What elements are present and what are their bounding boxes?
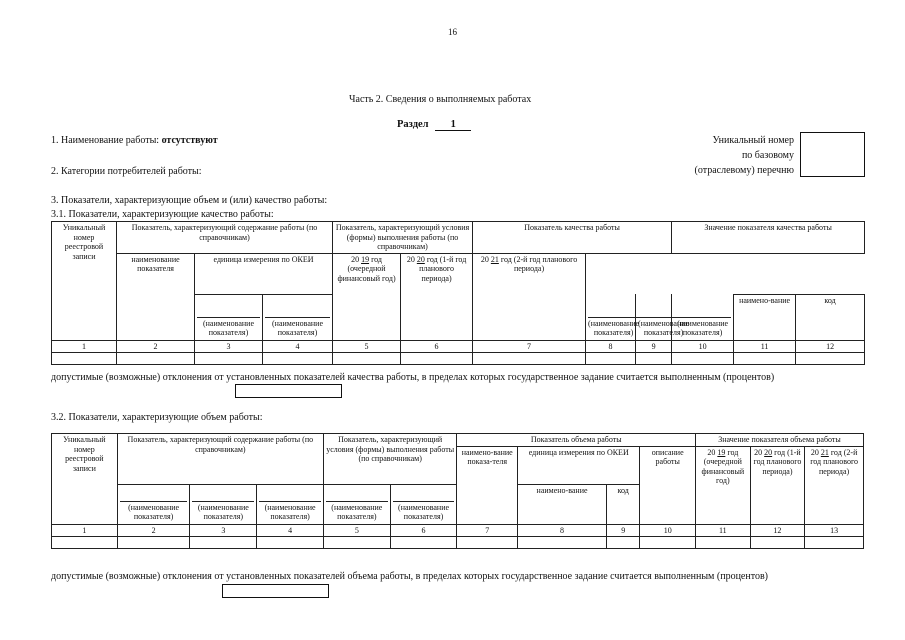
volume-header-year2: 20 20 год (1-й год планового периода)	[750, 446, 805, 524]
quality-header-indicator: Показатель качества работы	[473, 222, 672, 254]
volume-col-num: 2	[117, 524, 190, 537]
unique-number-box[interactable]	[800, 132, 865, 177]
volume-header-unit-name: наимено-вание	[518, 484, 607, 524]
quality-col-num: 8	[586, 340, 636, 353]
work-name-line	[51, 135, 218, 146]
quality-empty-row[interactable]	[52, 353, 865, 365]
volume-header-year1: 20 19 год (очередной финансовый год)	[696, 446, 751, 524]
consumer-categories-label: 2. Категории потребителей работы:	[51, 166, 202, 177]
volume-col-num: 6	[390, 524, 457, 537]
quality-table	[51, 221, 865, 365]
quality-sub-2: (наименование показателя)	[263, 294, 333, 340]
volume-col-num: 4	[257, 524, 324, 537]
unique-number-label	[594, 133, 794, 178]
volume-col-num: 11	[696, 524, 751, 537]
page-number: 16	[448, 27, 457, 37]
volume-col-num: 3	[190, 524, 257, 537]
volume-title: 3.2. Показатели, характеризующие объем работы:	[51, 412, 263, 423]
volume-sub-3: (наименование показателя)	[257, 484, 324, 524]
volume-col-num: 12	[750, 524, 805, 537]
volume-header-indicator: Показатель объема работы	[457, 434, 696, 447]
quality-header-code: код	[796, 294, 865, 340]
quality-deviation-input[interactable]	[235, 384, 342, 398]
quality-sub-1: (наименование показателя)	[195, 294, 263, 340]
indicators-title: 3. Показатели, характеризующие объем и (или) качество работы:	[51, 195, 328, 206]
quality-header-unit: единица измерения по ОКЕИ	[195, 253, 333, 294]
quality-col-num: 12	[796, 340, 865, 353]
unique-number-line3: (отраслевому) перечню	[694, 165, 794, 176]
work-name-label: 1. Наименование работы:	[51, 135, 160, 146]
quality-col-num: 5	[333, 340, 401, 353]
quality-deviation-text: допустимые (возможные) отклонения от установленных показателей качества работы, в пределах которых государственное задание считается выполненным (процентов)	[51, 372, 775, 383]
quality-header-content: Показатель, характеризующий содержание работы (по справочникам)	[117, 222, 333, 254]
quality-header-conditions: Показатель, характеризующий условия (формы) выполнения работы (по справочникам)	[333, 222, 473, 254]
volume-header-conditions: Показатель, характеризующий условия (формы) выполнения работы (по справочникам)	[323, 434, 456, 485]
volume-deviation-text: допустимые (возможные) отклонения от установленных показателей объема работы, в пределах которых государственное задание считается выполненным (процентов)	[51, 571, 768, 582]
unique-number-line2: по базовому	[741, 150, 794, 161]
quality-col-num: 11	[734, 340, 796, 353]
quality-sub-5: (наименование показателя)	[672, 294, 734, 340]
quality-col-num: 6	[401, 340, 473, 353]
volume-header-year3: 20 21 год (2-й год планового периода)	[805, 446, 864, 524]
volume-sub-1: (наименование показателя)	[117, 484, 190, 524]
volume-header-code: код	[607, 484, 640, 524]
quality-header-year1: 20 19 год (очередной финансовый год)	[333, 253, 401, 340]
volume-header-unit: единица измерения по ОКЕИ	[518, 446, 640, 484]
volume-header-indicator-name: наимено-вание показа-теля	[457, 446, 518, 524]
volume-header-content: Показатель, характеризующий содержание работы (по справочникам)	[117, 434, 323, 485]
quality-col-num: 3	[195, 340, 263, 353]
work-name-value: отсутствуют	[161, 135, 218, 146]
quality-header-values: Значение показателя качества работы	[672, 222, 865, 254]
part-title: Часть 2. Сведения о выполняемых работах	[349, 94, 532, 105]
volume-header-values: Значение показателя объема работы	[696, 434, 864, 447]
volume-header-description: описание работы	[640, 446, 696, 524]
volume-col-num: 1	[52, 524, 118, 537]
section-heading	[397, 119, 471, 131]
volume-sub-5: (наименование показателя)	[390, 484, 457, 524]
volume-sub-2: (наименование показателя)	[190, 484, 257, 524]
volume-table	[51, 433, 864, 549]
quality-col-num: 9	[636, 340, 672, 353]
volume-header-unique: Уникальный номер реестровой записи	[52, 434, 118, 525]
quality-header-unit-name: наимено-вание	[734, 294, 796, 340]
volume-empty-row[interactable]	[52, 537, 864, 549]
quality-col-num: 2	[117, 340, 195, 353]
volume-sub-4: (наименование показателя)	[323, 484, 390, 524]
quality-col-num: 4	[263, 340, 333, 353]
unique-number-line1: Уникальный номер	[712, 135, 794, 146]
quality-col-num: 10	[672, 340, 734, 353]
quality-header-year2: 20 20 год (1-й год планового периода)	[401, 253, 473, 340]
volume-col-num: 8	[518, 524, 607, 537]
quality-sub-4: (наименование показателя)	[636, 294, 672, 340]
volume-col-num: 10	[640, 524, 696, 537]
volume-col-num: 7	[457, 524, 518, 537]
volume-deviation-input[interactable]	[222, 584, 329, 598]
section-number: 1	[435, 119, 471, 131]
volume-col-num: 9	[607, 524, 640, 537]
quality-col-num: 1	[52, 340, 117, 353]
quality-header-unique: Уникальный номер реестровой записи	[52, 222, 117, 341]
quality-title: 3.1. Показатели, характеризующие качество работы:	[51, 209, 274, 220]
quality-header-year3: 20 21 год (2-й год планового периода)	[473, 253, 586, 340]
quality-sub-3: (наименование показателя)	[586, 294, 636, 340]
volume-col-num: 13	[805, 524, 864, 537]
section-label: Раздел	[397, 119, 429, 130]
volume-col-num: 5	[323, 524, 390, 537]
quality-col-num: 7	[473, 340, 586, 353]
quality-header-indicator-name: наименование показателя	[117, 253, 195, 340]
